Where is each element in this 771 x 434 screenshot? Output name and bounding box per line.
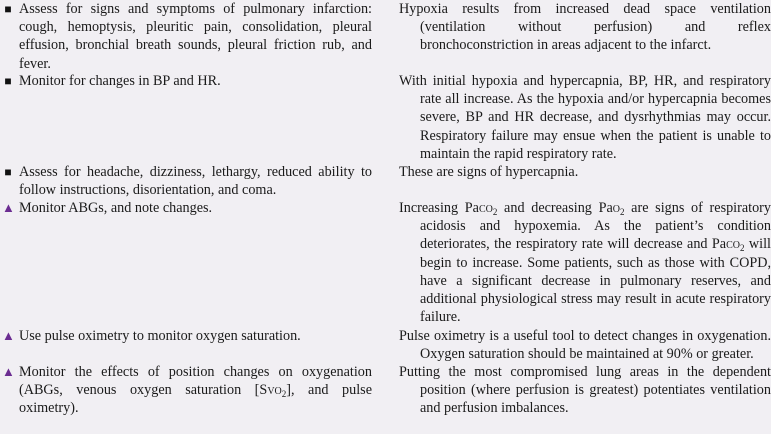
rationale-cell [399, 163, 771, 181]
triangle-bullet-icon: ▲ [2, 200, 15, 215]
intervention-text: Monitor the effects of position changes on oxygenation (ABGs, venous oxygen saturation [Svo$_2$], and pulse oximetry). [19, 364, 372, 417]
rationale-cell [399, 363, 771, 418]
intervention-text: Assess for signs and symptoms of pulmonary infarction: cough, hemoptysis, pleuritic pain, consolidation, pleural effusion, bronchial breath sounds, pleural friction rub, and fever. [19, 1, 372, 72]
square-bullet-icon: ■ [4, 165, 12, 179]
intervention-text: Monitor for changes in BP and HR. [19, 73, 221, 89]
intervention-cell [0, 0, 372, 73]
square-bullet-icon: ■ [4, 74, 12, 88]
triangle-bullet-icon: ▲ [2, 328, 15, 343]
intervention-text: Monitor ABGs, and note changes. [19, 200, 213, 216]
rationale-text: Putting the most compromised lung areas in the dependent position (where perfusion is greatest) potentiates ventilation and perfusion imbalances. [399, 364, 771, 417]
rationale-text: Pulse oximetry is a useful tool to detect changes in oxygenation. Oxygen saturation should be maintained at 90% or greater. [399, 328, 771, 363]
intervention-cell [0, 72, 372, 90]
intervention-text: Use pulse oximetry to monitor oxygen saturation. [19, 328, 301, 344]
rationale-cell [399, 72, 771, 163]
rationale-text: Hypoxia results from increased dead space ventilation (ventilation without perfusion) and reflex bronchoconstriction in areas adjacent to the infarct. [399, 1, 771, 54]
intervention-cell [0, 327, 372, 345]
rationale-text: With initial hypoxia and hypercapnia, BP, HR, and respiratory rate all increase. As the hypoxia and/or hypercapnia becomes severe, BP and HR decrease, and dysrhythmias may occur. Respiratory failure may ensue when the patient is unable to maintain the rapid respiratory rate. [399, 73, 771, 162]
intervention-cell [0, 363, 372, 418]
rationale-text: These are signs of hypercapnia. [399, 164, 579, 180]
triangle-bullet-icon: ▲ [2, 364, 15, 379]
intervention-text: Assess for headache, dizziness, lethargy, reduced ability to follow instructions, disorientation, and coma. [19, 164, 372, 199]
rationale-cell [399, 199, 771, 326]
rationale-text: Increasing Paco$_2$ and decreasing Pao$_2$ are signs of respiratory acidosis and hypoxemia. As the patient’s condition deteriorates, the respiratory rate will decrease and Paco$_2$ will begin to increase. Some patients, such as those with COPD, have a significant decrease in pulmonary reserves, and additional physiological stress may result in acute respiratory failure. [399, 200, 771, 326]
intervention-cell [0, 163, 372, 199]
square-bullet-icon: ■ [4, 2, 12, 16]
rationale-cell [399, 0, 771, 55]
intervention-cell [0, 199, 372, 217]
rationale-cell [399, 327, 771, 363]
